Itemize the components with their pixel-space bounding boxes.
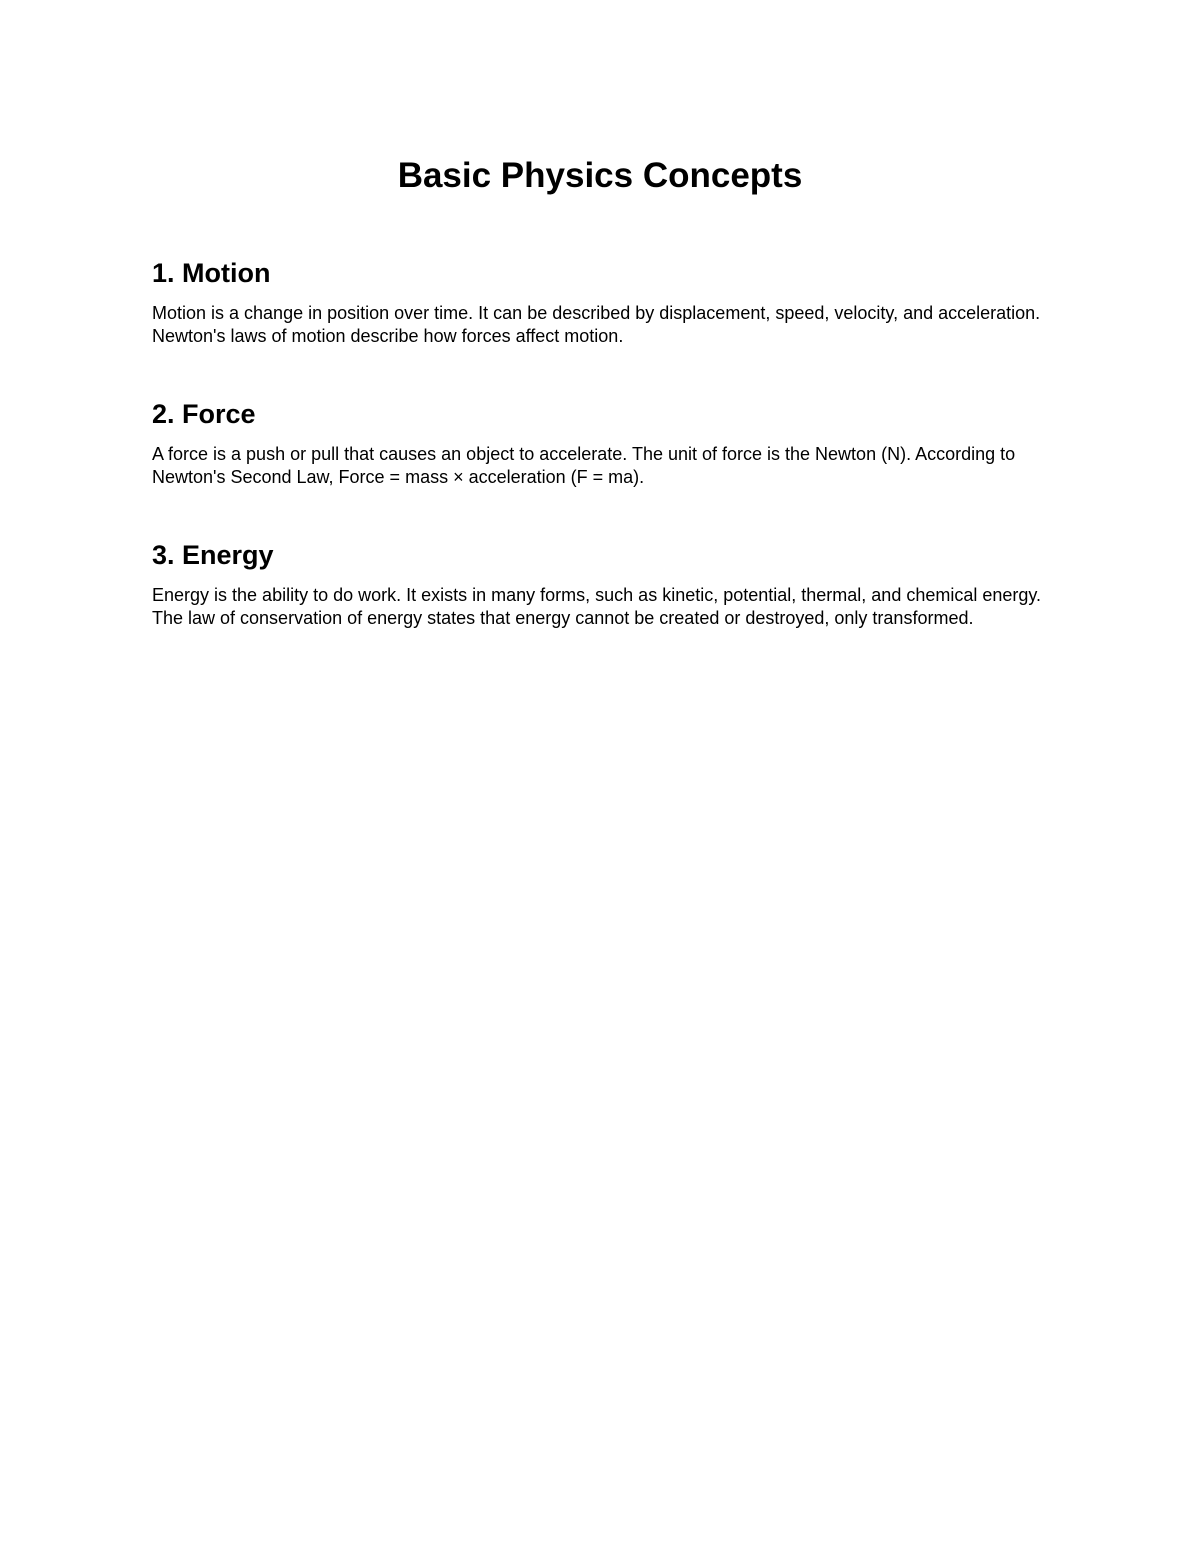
section-heading-motion: 1. Motion (152, 258, 271, 288)
section-heading-energy: 3. Energy (152, 540, 274, 570)
section-heading-force: 2. Force (152, 399, 256, 429)
section-motion (152, 256, 1072, 348)
document-title: Basic Physics Concepts (397, 156, 803, 195)
section-body-energy: Energy is the ability to do work. It exists in many forms, such as kinetic, potential, thermal, and chemical energy. The law of conservation of energy states that energy cannot be created or destroyed, only transformed. (152, 585, 1042, 628)
section-body-motion: Motion is a change in position over time. It can be described by displacement, speed, velocity, and acceleration. Newton's laws of motion describe how forces affect motion. (152, 303, 1041, 346)
section-energy (152, 538, 1072, 630)
section-body-force: A force is a push or pull that causes an object to accelerate. The unit of force is the Newton (N). According to Newton's Second Law, Force = mass × acceleration (F = ma). (152, 444, 1016, 487)
section-force (152, 397, 1072, 489)
